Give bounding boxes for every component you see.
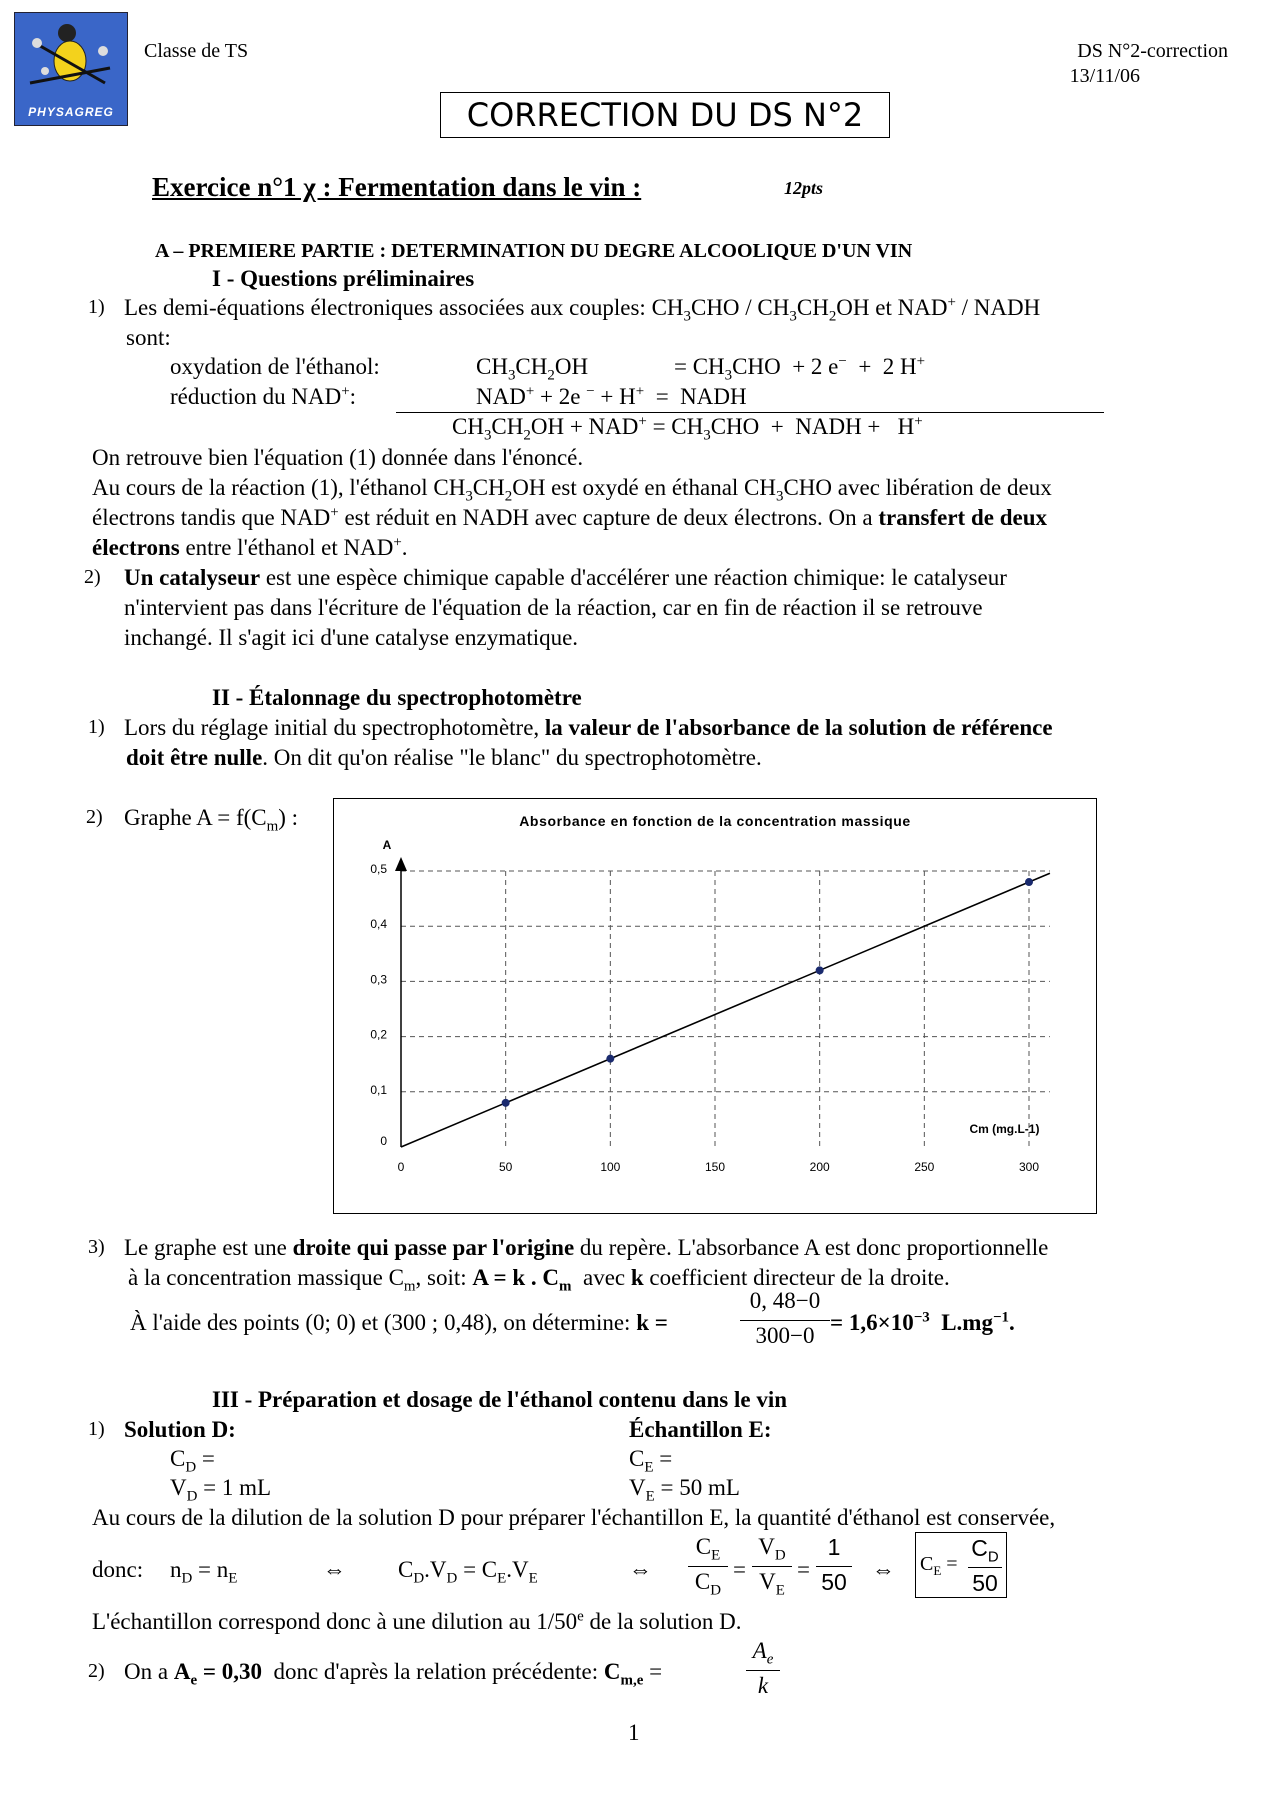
x-axis-label: Cm (mg.L-1) <box>969 1122 1040 1136</box>
reduction-label: réduction du NAD+: <box>170 383 357 409</box>
ce-equals: $C_E$ = <box>920 1553 958 1578</box>
one-over-fifty <box>816 1532 852 1597</box>
q1-sont: sont: <box>126 325 171 350</box>
equiv-2: ⇔ <box>629 1557 652 1582</box>
doc-ref: DS N°2-correction <box>1077 40 1228 62</box>
dilution-statement: L'échantillon correspond donc à une dilution au 1/50e de la solution D. <box>92 1608 742 1634</box>
chart-title: Absorbance en fonction de la concentration massique <box>519 813 911 829</box>
data-point-4 <box>1025 878 1033 886</box>
y-axis-label: A <box>382 838 392 852</box>
y-axis-arrow <box>395 857 407 871</box>
d1-number: 1) <box>88 1418 105 1440</box>
x-tick-label: 300 <box>1018 1160 1040 1174</box>
class-label: Classe de TS <box>144 40 249 62</box>
q2-number: 2) <box>84 566 101 588</box>
doc-date: 13/11/06 <box>1069 65 1140 87</box>
page-title: CORRECTION DU DS N°2 <box>440 92 890 138</box>
e1-line-1: Lors du réglage initial du spectrophotomètre, la valeur de l'absorbance de la solution de référence <box>124 715 1053 740</box>
e1-line-2: doit être nulle. On dit qu'on réalise "le blanc" du spectrophotomètre. <box>126 745 762 770</box>
q2-line-3: inchangé. Il s'agit ici d'une catalyse enzymatique. <box>124 625 579 650</box>
ve-line: $V_E = 50$ mL <box>629 1475 740 1505</box>
d2-number: 2) <box>88 1660 105 1682</box>
donc-label: donc: <box>92 1557 144 1582</box>
q1-paragraph-line-2: électrons tandis que NAD+ est réduit en NADH avec capture de deux électrons. On a transfert de deux <box>92 504 1047 530</box>
slope-fraction <box>740 1286 830 1351</box>
y-tick-label: 0,4 <box>370 917 387 932</box>
ratio-numerator: 1 <box>827 1534 841 1560</box>
ce-line: $C_E$ = <box>629 1446 673 1476</box>
e2-number: 2) <box>86 806 103 828</box>
dilution-conservation: Au cours de la dilution de la solution D pour préparer l'échantillon E, la quantité d'éthanol est conservée, <box>92 1505 1056 1530</box>
y-tick-label: 0,1 <box>370 1082 387 1097</box>
eq-sign-1: = <box>733 1557 746 1582</box>
q2-line-1: Un catalyseur est une espèce chimique capable d'accélérer une réaction chimique: le catalyseur <box>124 565 1007 590</box>
slope-result: = $1,6\times 10^{-3}$ $L.mg^{-1}$. <box>830 1309 1015 1335</box>
q1-paragraph-line-3: électrons entre l'éthanol et NAD+. <box>92 534 408 560</box>
q1-paragraph-line-1: Au cours de la réaction (1), l'éthanol $CH_3CH_2OH$ est oxydé en éthanal $CH_3CHO$ avec libération de deux <box>92 475 1052 505</box>
k-denominator: k <box>746 1670 780 1701</box>
exercise-title: Exercice n°1 χ : Fermentation dans le vin : <box>152 172 642 202</box>
x-tick-label: 250 <box>914 1160 935 1174</box>
global-equation: $CH_3CH_2OH + NAD^+ = CH_3CHO$ + NADH + H+ <box>452 413 923 444</box>
vd-line: $V_D = 1$ mL <box>170 1475 272 1505</box>
section-2-heading: II - Étalonnage du spectrophotomètre <box>212 685 582 710</box>
x-tick-label: 150 <box>704 1160 726 1174</box>
e3-number: 3) <box>88 1236 105 1258</box>
page-number: 1 <box>628 1720 640 1745</box>
ce-over-cd: $\frac{C_E}{C_D}$ <box>688 1532 728 1597</box>
logo-text: PHYSAGREG <box>28 105 114 119</box>
y-tick-label: 0,2 <box>370 1027 387 1042</box>
data-point-1 <box>502 1099 510 1107</box>
e3-line-2: à la concentration massique $C_m$, soit: A = k . $C_m$ avec k coefficient directeur de la droite. <box>128 1265 950 1295</box>
absorbance-chart <box>333 798 1097 1214</box>
e1-number: 1) <box>88 716 105 738</box>
q1-intro: Les demi-équations électroniques associées aux couples: $CH_3CHO / CH_3CH_2OH$ et NAD+ / NADH <box>124 294 1041 325</box>
data-point-3 <box>816 966 824 974</box>
equiv-3: ⇔ <box>872 1557 895 1582</box>
graph-label: Graphe $A = f(C_m)$ : <box>124 805 299 835</box>
oxidation-label: oxydation de l'éthanol: <box>170 354 380 379</box>
vd-over-ve: $\frac{V_D}{V_E}$ <box>752 1532 792 1597</box>
cd-vd-equation: $C_D.V_D = C_E.V_E$ <box>398 1557 538 1587</box>
q2-line-2: n'intervient pas dans l'écriture de l'équation de la réaction, car en fin de réaction il se retrouve <box>124 595 983 620</box>
q1-number: 1) <box>88 296 105 318</box>
x-tick-label: 100 <box>600 1160 621 1174</box>
y-tick-label: 0,5 <box>370 862 387 876</box>
y-tick-label: 0,3 <box>370 972 387 987</box>
part-a-heading: A – PREMIERE PARTIE : DETERMINATION DU DEGRE ALCOOLIQUE D'UN VIN <box>155 240 913 262</box>
box-denominator: 50 <box>968 1567 1002 1598</box>
slope-denominator: 300−0 <box>740 1320 830 1351</box>
x-tick-label: 200 <box>809 1160 830 1174</box>
nd-equals-ne: $n_D = n_E$ <box>170 1557 238 1587</box>
oxidation-left: $CH_3CH_2OH$ <box>476 354 589 384</box>
d2-line: On a $A_e = 0,30$ donc d'après la relation précédente: $C_{m,e}$ = <box>124 1659 663 1689</box>
cd-over-fifty: $\frac{C_D}{50}$ <box>968 1533 1002 1598</box>
section-3-heading: III - Préparation et dosage de l'éthanol contenu dans le vin <box>212 1387 788 1412</box>
cd-line: $C_D$ = <box>170 1446 215 1476</box>
q1-retrouve: On retrouve bien l'équation (1) donnée dans l'énoncé. <box>92 445 584 470</box>
slope-numerator: 0, 48−0 <box>749 1288 821 1313</box>
data-point-2 <box>606 1055 614 1063</box>
reduction-equation: NAD+ + 2e − + H+ = NADH <box>476 383 747 409</box>
equiv-1: ⇔ <box>323 1557 346 1582</box>
ratio-denominator: 50 <box>816 1566 852 1597</box>
eq-sign-2: = <box>797 1557 810 1582</box>
x-tick-label: 0 <box>397 1160 405 1174</box>
echantillon-e-heading: Échantillon E: <box>629 1417 772 1442</box>
x-tick-label: 50 <box>498 1160 513 1174</box>
solution-d-heading: Solution D: <box>124 1417 236 1442</box>
ae-over-k: $\frac{A_e}{k}$ <box>746 1636 780 1701</box>
ce-result-box <box>915 1532 1007 1598</box>
chart-svg <box>334 799 1096 1213</box>
physagreg-logo <box>14 12 128 126</box>
exercise-points: 12pts <box>784 178 824 198</box>
oxidation-right: = $CH_3CHO + 2$ e− + 2 H+ <box>674 353 926 384</box>
e3-line-1: Le graphe est une droite qui passe par l'origine du repère. L'absorbance A est donc proportionnelle <box>124 1235 1049 1260</box>
e3-line-3: À l'aide des points (0; 0) et (300 ; 0,48), on détermine: k = <box>130 1310 668 1335</box>
y-tick-label: 0 <box>380 1134 387 1148</box>
section-1-heading: I - Questions préliminaires <box>212 266 475 291</box>
fit-line <box>401 873 1050 1147</box>
